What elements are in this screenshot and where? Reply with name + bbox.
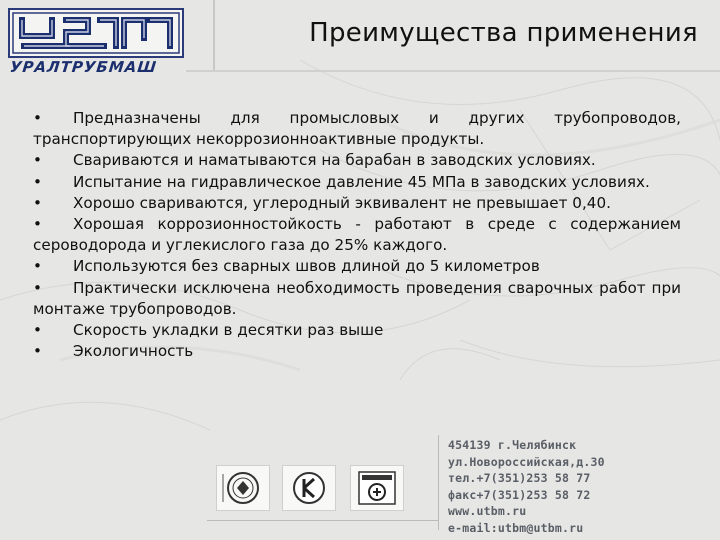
- certification-mark-1-icon: [217, 466, 269, 510]
- contact-email: e-mail:utbm@utbm.ru: [448, 520, 584, 535]
- list-item-text: Свариваются и наматываются на барабан в заводских условиях.: [73, 151, 596, 170]
- contact-fax: факс+7(351)253 58 72: [448, 487, 591, 502]
- company-logo-icon: [8, 8, 184, 58]
- certification-mark-2-icon: [283, 466, 335, 510]
- company-logo: [8, 8, 184, 58]
- list-item: [33, 341, 681, 362]
- certification-mark-2: [282, 465, 336, 511]
- list-item: [33, 278, 681, 320]
- bullet-icon: •: [33, 257, 42, 276]
- bullet-icon: •: [33, 151, 42, 170]
- footer-divider-vertical: [438, 435, 439, 530]
- contact-website: www.utbm.ru: [448, 504, 527, 518]
- header-divider-horizontal: [186, 70, 720, 72]
- contact-address-city: 454139 г.Челябинск: [448, 438, 577, 452]
- bullet-icon: •: [33, 321, 42, 340]
- contact-block: [448, 437, 713, 536]
- list-item-text: Предназначены для промысловых и других трубопроводов, транспортирующих некоррозионноактивные продукты.: [33, 109, 681, 149]
- list-item-text: Испытание на гидравлическое давление 45 МПа в заводских условиях.: [73, 172, 650, 191]
- list-item-text: Скорость укладки в десятки раз выше: [73, 321, 384, 340]
- list-item-text: Используются без сварных швов длиной до 5 километров: [73, 257, 540, 276]
- list-item: [33, 108, 681, 150]
- bullet-icon: •: [33, 278, 42, 297]
- list-item: [33, 150, 681, 171]
- header-divider-vertical: [213, 0, 215, 72]
- list-item: [33, 172, 681, 193]
- list-item-text: Практически исключена необходимость проведения сварочных работ при монтаже трубопроводов.: [33, 278, 681, 318]
- certification-mark-3: [350, 465, 404, 511]
- company-logo-caption: УРАЛТРУБМАШ: [9, 58, 158, 76]
- bullet-icon: •: [33, 193, 42, 212]
- page-title: Преимущества применения: [309, 18, 698, 48]
- bullet-icon: •: [33, 172, 42, 191]
- list-item-text: Хорошо свариваются, углеродный эквивалент не превышает 0,40.: [73, 193, 611, 212]
- certification-mark-3-icon: [351, 466, 403, 510]
- advantages-list: [33, 108, 681, 362]
- list-item-text: Экологичность: [73, 342, 194, 361]
- list-item: [33, 320, 681, 341]
- list-item: [33, 256, 681, 277]
- list-item: [33, 193, 681, 214]
- bullet-icon: •: [33, 215, 42, 234]
- bullet-icon: •: [33, 342, 42, 361]
- bullet-icon: •: [33, 109, 42, 127]
- contact-phone: тел.+7(351)253 58 77: [448, 471, 591, 485]
- contact-address-street: ул.Новороссийская,д.30: [448, 454, 605, 469]
- footer-divider-horizontal: [207, 520, 438, 521]
- list-item: [33, 214, 681, 256]
- list-item-text: Хорошая коррозионностойкость - работают в среде с содержанием сероводорода и углекислого газа до 25% каждого.: [33, 215, 681, 255]
- certification-mark-1: [216, 465, 270, 511]
